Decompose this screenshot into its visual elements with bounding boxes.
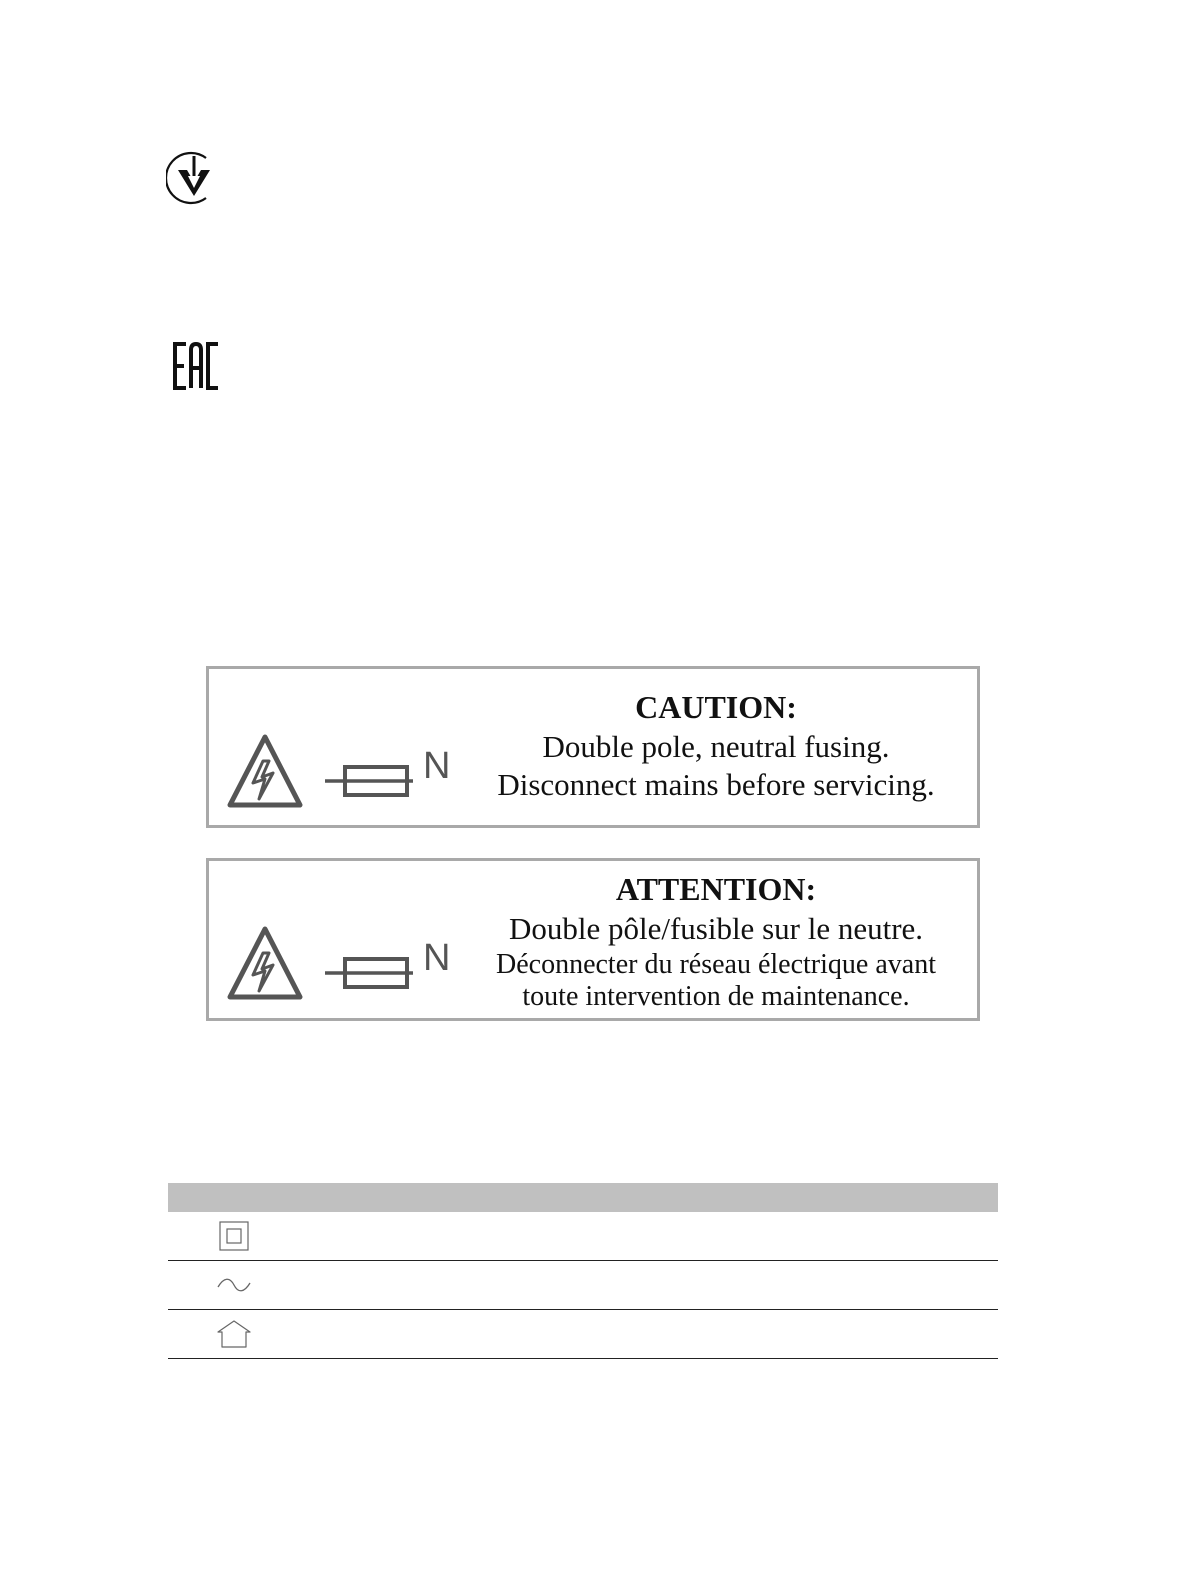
fuse-neutral-letter: N <box>423 937 451 979</box>
attention-heading: ATTENTION: <box>615 871 817 907</box>
table-row <box>168 1212 998 1261</box>
caution-text <box>477 691 955 807</box>
attention-label <box>206 858 980 1021</box>
caution-line-2: Disconnect mains before servicing. <box>497 767 935 802</box>
fuse-neutral-letter: N <box>423 745 451 787</box>
eac-mark-icon <box>172 342 220 390</box>
symbol-table <box>168 1183 998 1359</box>
attention-line-1: Double pôle/fusible sur le neutre. <box>508 911 924 946</box>
table-row <box>168 1310 998 1359</box>
neutral-fuse-icon <box>325 745 455 809</box>
table-row <box>168 1261 998 1310</box>
neutral-fuse-icon <box>325 937 455 1001</box>
attention-line-2: Déconnecter du réseau électrique avant <box>496 949 936 980</box>
attention-text <box>477 873 955 1015</box>
ua-conformity-mark-icon <box>166 150 222 206</box>
electric-shock-warning-icon <box>227 733 303 809</box>
indoor-use-only-icon <box>216 1318 252 1350</box>
attention-line-3: toute intervention de maintenance. <box>522 981 910 1012</box>
caution-line-1: Double pole, neutral fusing. <box>542 729 890 764</box>
alternating-current-icon <box>216 1269 252 1301</box>
caution-heading: CAUTION: <box>635 689 797 725</box>
table-header <box>168 1183 998 1212</box>
electric-shock-warning-icon <box>227 925 303 1001</box>
class-ii-equipment-icon <box>216 1220 252 1252</box>
caution-label <box>206 666 980 828</box>
